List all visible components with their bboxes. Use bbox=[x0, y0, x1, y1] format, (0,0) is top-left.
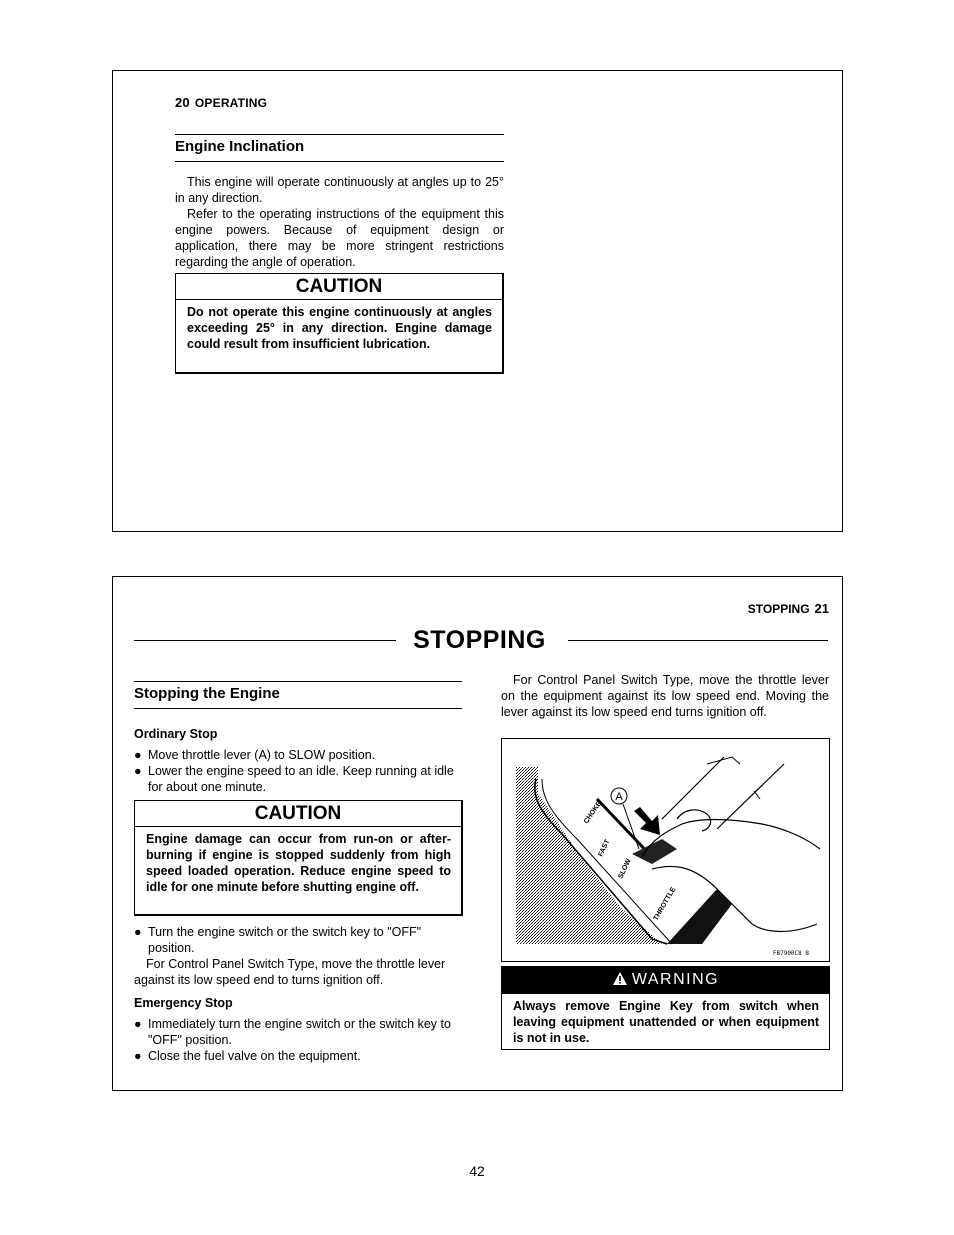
hand-palm bbox=[652, 866, 817, 931]
ordinary-stop-heading: Ordinary Stop bbox=[134, 727, 218, 741]
warning-text: Always remove Engine Key from switch when leaving equipment unattended or when equipment is not in use. bbox=[513, 999, 819, 1045]
inclination-body bbox=[175, 174, 504, 270]
list-item: ● Turn the engine switch or the switch key to "OFF" position. bbox=[134, 925, 422, 955]
list-item: ● Move throttle lever (A) to SLOW position. bbox=[134, 748, 376, 762]
list-item-text: Move throttle lever (A) to SLOW position. bbox=[148, 748, 376, 762]
emergency-stop-heading: Emergency Stop bbox=[134, 996, 233, 1010]
control-panel-intro-text: For Control Panel Switch Type, move the throttle lever on the equipment against its low speed end. Moving the lever against its low speed end turns ignition off. bbox=[501, 673, 829, 719]
header-chapter-label: STOPPING bbox=[747, 602, 810, 616]
caution-text: Engine damage can occur from run-on or after-burning if engine is stopped suddenly from high speed loaded operation. Reduce engine speed to idle for one minute before shutting engine off. bbox=[146, 832, 451, 894]
control-panel-note: For Control Panel Switch Type, move the throttle lever against its low speed end to turns ignition off. bbox=[134, 957, 446, 987]
throttle-label: THROTTLE bbox=[652, 886, 678, 922]
switch-off-list bbox=[134, 924, 462, 988]
hand-thumb bbox=[677, 810, 711, 831]
header-page-number: 20 bbox=[175, 95, 190, 110]
throttle-lever-figure bbox=[501, 738, 830, 962]
caution-title: CAUTION bbox=[135, 801, 461, 827]
list-item: ● Lower the engine speed to an idle. Keep running at idle for about one minute. bbox=[134, 764, 454, 794]
inclination-paragraph-1: This engine will operate continuously at angles up to 25° in any direction. bbox=[175, 175, 504, 205]
header-page-number: 21 bbox=[814, 601, 829, 616]
figure-code: FB7900C8 8 bbox=[772, 950, 809, 957]
direction-arrow bbox=[634, 807, 660, 835]
page-number: 42 bbox=[469, 1163, 485, 1179]
title-rule-right bbox=[568, 640, 828, 641]
emergency-stop-list bbox=[134, 1016, 462, 1064]
rod-mark bbox=[754, 791, 760, 799]
fast-label: FAST bbox=[597, 838, 612, 858]
warning-triangle-icon bbox=[612, 971, 628, 991]
lever-rod-2 bbox=[717, 764, 784, 829]
page-header-right bbox=[748, 601, 829, 616]
lever-shadow bbox=[667, 889, 732, 944]
list-item-text: Turn the engine switch or the switch key to "OFF" position. bbox=[148, 925, 422, 955]
page-header-left bbox=[175, 95, 267, 110]
ordinary-stop-list bbox=[134, 747, 462, 795]
section-title-stopping-engine: Stopping the Engine bbox=[134, 681, 462, 709]
warning-header bbox=[502, 967, 829, 994]
list-item-text: Lower the engine speed to an idle. Keep running at idle for about one minute. bbox=[148, 764, 454, 794]
header-chapter-label: OPERATING bbox=[194, 96, 268, 110]
warning-box bbox=[501, 966, 830, 1050]
warning-title: WARNING bbox=[631, 971, 720, 988]
inclination-paragraph-2: Refer to the operating instructions of the equipment this engine powers. Because of equipment design or application, there may be more stringent restrictions regarding the angle of operation. bbox=[175, 207, 504, 269]
caution-box-inclination bbox=[175, 273, 504, 374]
callout-a-label: A bbox=[615, 791, 623, 803]
caution-box-stopping bbox=[134, 800, 463, 916]
chapter-title: STOPPING bbox=[413, 626, 546, 654]
section-title-engine-inclination: Engine Inclination bbox=[175, 134, 504, 162]
caution-text: Do not operate this engine continuously at angles exceeding 25° in any direction. Engine damage could result from insufficient lubrication. bbox=[187, 305, 492, 351]
list-item: ● Immediately turn the engine switch or the switch key to "OFF" position. bbox=[134, 1017, 451, 1047]
slow-label: SLOW bbox=[617, 857, 633, 880]
list-item-text: Close the fuel valve on the equipment. bbox=[148, 1049, 361, 1063]
title-rule-left bbox=[134, 640, 396, 641]
choke-label: CHOKE bbox=[582, 800, 604, 826]
caution-title: CAUTION bbox=[176, 274, 502, 300]
engine-inclination-panel bbox=[112, 70, 843, 532]
stopping-panel bbox=[112, 576, 843, 1091]
list-item-text: Immediately turn the engine switch or the switch key to "OFF" position. bbox=[148, 1017, 451, 1047]
chapter-title-block bbox=[113, 625, 842, 659]
throttle-illustration bbox=[502, 739, 830, 962]
list-item: ● Close the fuel valve on the equipment. bbox=[134, 1049, 361, 1063]
control-panel-intro bbox=[501, 672, 829, 720]
